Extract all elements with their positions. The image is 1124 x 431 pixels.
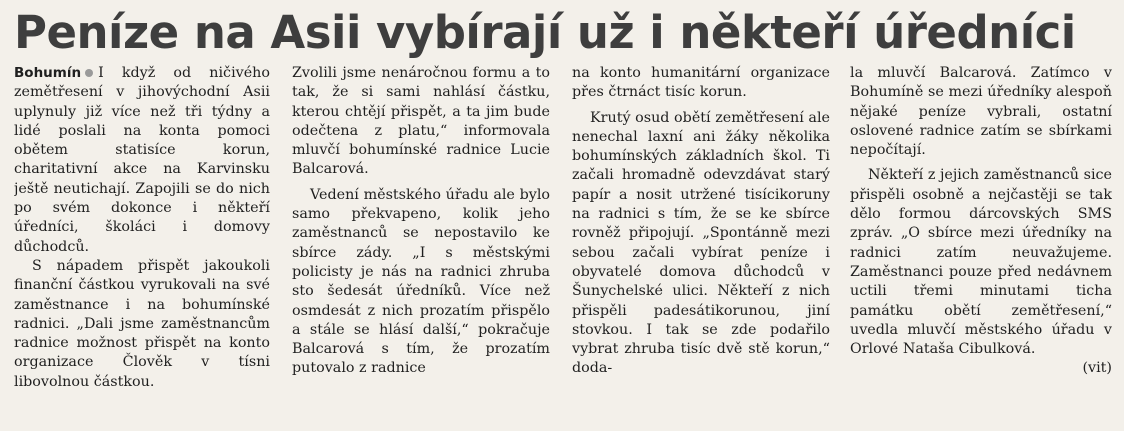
paragraph: S nápadem přispět jakoukoli finanční částkou vyrukovali na své zaměstnance i na bohumínské radnici. „Dali jsme zaměstnancům radnice možnost přispět na konto organizace Člověk v tísni libovolnou částkou. [14, 257, 270, 390]
bullet-icon [85, 69, 93, 77]
headline: Peníze na Asii vybírají už i někteří úředníci [14, 6, 1076, 59]
paragraph: la mluvčí Balcarová. Zatímco v Bohumíně se mezi úředníky alespoň nějaké peníze vybrali, ostatní oslovené radnice zatím se sbírkami nepočítají. [850, 65, 1112, 159]
paragraph-intro [14, 64, 270, 257]
column-1 [14, 64, 270, 426]
author-signature: (vit) [1082, 360, 1112, 377]
paragraph: Někteří z jejich zaměstnanců sice přispěli osobně a nejčastěji se tak dělo formou dárcovských SMS zpráv. „O sbírce mezi úředníky na radnici zatím neuvažujeme. Zaměstnanci pouze před nedávnem uctili třemi minutami ticha památku obětí zemětřesení,“ uvedla mluvčí městského úřadu v Orlové Nataša Cibulková. [850, 167, 1112, 358]
column-4 [850, 64, 1112, 426]
column-2 [292, 64, 550, 426]
column-3 [572, 64, 830, 426]
dateline-place: Bohumín [14, 65, 82, 81]
intro-text: I když od ničivého zemětřesení v jihovýchodní Asii uplynuly již více než tři týdny a lidé poslali na konta pomoci obětem statisíce korun, charitativní akce na Karvinsku ještě neutichají. Zapojili se do nich po svém dokonce i někteří úředníci, školáci i domovy důchodců. [14, 65, 270, 255]
paragraph: Vedení městského úřadu ale bylo samo překvapeno, kolik jeho zaměstnanců se nepostavilo ke sbírce zády. „I s městskými policisty je nás na radnici zhruba sto šedesát úředníků. Více než osmdesát z nich prozatím přispělo a stále se hlásí další,“ pokračuje Balcarová s tím, že prozatím putovalo z radnice [292, 186, 550, 377]
paragraph: na konto humanitární organizace přes čtrnáct tisíc korun. [572, 65, 830, 101]
paragraph: Krutý osud obětí zemětřesení ale nenechal laxní ani žáky několika bohumínských základních škol. Ti začali hromadně odevzdávat starý papír a nosit utržené tisícikoruny na radnici s tím, že se ke sbírce rovněž připojují. „Spontánně mezi sebou začali vybírat peníze i obyvatelé domova důchodců v Šunychelské ulici. Někteří z nich přispěli padesátikorunou, jiní stovkou. I tak se zde podařilo vybrat zhruba tisíc dvě stě korun,“ doda- [572, 109, 830, 377]
paragraph: Zvolili jsme nenáročnou formu a to tak, že si sami nahlásí částku, kterou chtějí přispět, a ta jim bude odečtena z platu,“ informovala mluvčí bohumínské radnice Lucie Balcarová. [292, 65, 550, 178]
